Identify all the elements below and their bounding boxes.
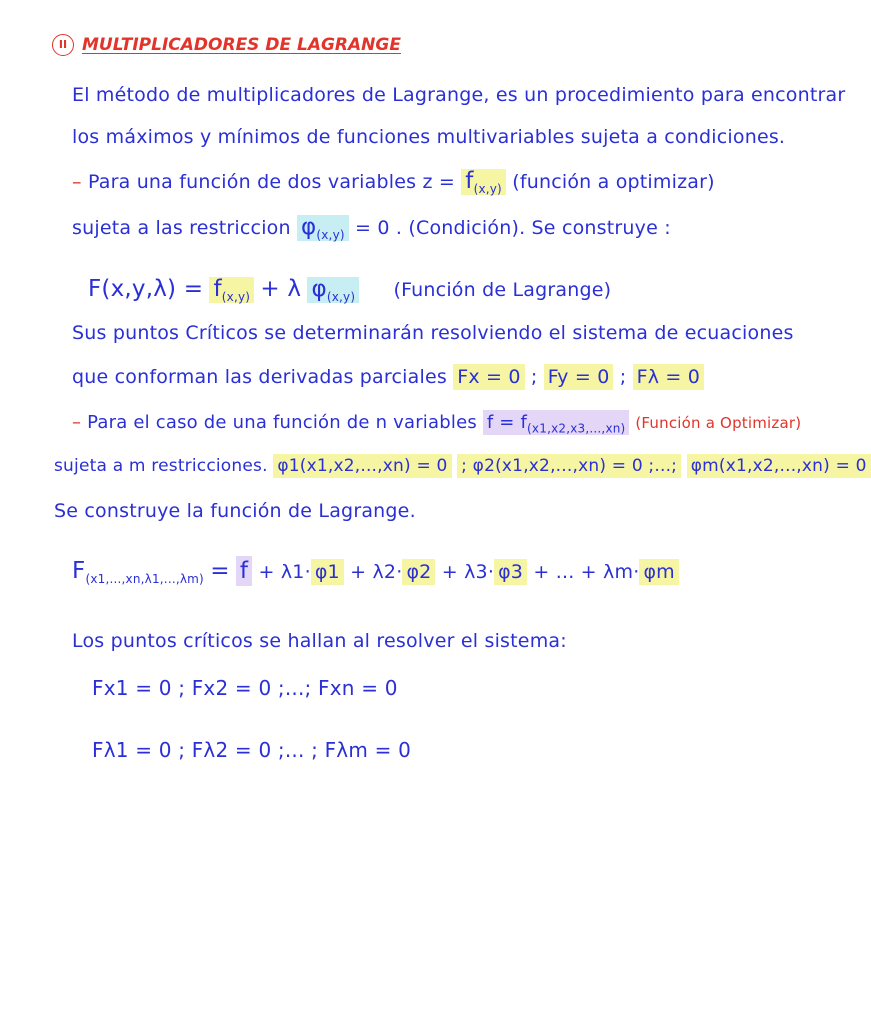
dash-bullet: – [72,412,82,433]
two-var-text: Para una función de dos variables z = [87,171,455,193]
optimize-note-red: (Función a Optimizar) [635,414,802,432]
general-f-highlight: f [236,556,252,586]
term-lambda3: + λ3· [441,561,495,583]
lagrange-phi-highlight: $\varphi_{(x,y)}$ [307,277,359,303]
phim-highlight: φm [639,559,678,585]
phi1-constraint: φ1(x1,x2,...,xn) = 0 [273,454,451,478]
equals-sign: = [210,558,230,584]
constraint-text: sujeta a las restriccion [72,217,291,239]
fy-eq: Fy = 0 [544,364,614,390]
paragraph-line-1: El método de multiplicadores de Lagrange, es un procedimiento para encontrar [72,84,846,106]
phi2-highlight: φ2 [402,559,435,585]
section-title [52,34,401,56]
lagrange-lhs: F(x,y,λ) = [88,276,204,302]
section-title-text: MULTIPLICADORES DE LAGRANGE [82,35,401,55]
separator: ; [530,366,538,388]
phim-constraint: φm(x1,x2,...,xn) = 0 [687,454,871,478]
term-lambda1: + λ1· [258,561,311,583]
lagrange-label: (Función de Lagrange) [393,279,612,301]
lagrange-plus-lambda: + λ [260,276,302,302]
n-var-text: Para el caso de una función de n variables [87,412,477,433]
lagrange-f-highlight: $f_{(x,y)}$ [209,277,254,303]
critical-system-line: Los puntos críticos se hallan al resolver el sistema: [72,630,567,652]
section-number-badge: II [52,34,74,56]
phi3-highlight: φ3 [494,559,527,585]
lagrange-function-line [88,276,611,304]
constraint-line [72,214,671,242]
partial-text: que conforman las derivadas parciales [72,366,447,388]
term-lambda2: + λ2· [350,561,403,583]
term-lambdam: + ... + λm· [533,561,640,583]
constraint-highlight: $\varphi_{(x,y)}$ [297,215,349,241]
m-constraints-line [54,456,871,476]
n-var-function-highlight: $f = f_{(x1,x2,x3,...,xn)}$ [483,410,630,435]
objective-function-highlight: $f_{(x,y)}$ [461,169,506,195]
separator: ; [619,366,627,388]
phi1-highlight: φ1 [311,559,344,585]
dash-bullet: – [72,171,82,193]
general-F-sub: (x1,...,xn,λ1,...,λm) [85,571,204,586]
flambda-eq: Fλ = 0 [633,364,704,390]
system-lambda-equations: Fλ1 = 0 ; Fλ2 = 0 ;... ; Fλm = 0 [92,738,412,762]
paragraph-line-2: los máximos y mínimos de funciones multivariables sujeta a condiciones. [72,126,786,148]
condition-text: = 0 . (Condición). Se construye : [355,217,671,239]
partial-derivatives-line [72,366,704,388]
system-x-equations: Fx1 = 0 ; Fx2 = 0 ;...; Fxn = 0 [92,676,398,700]
two-var-line [72,168,715,196]
critical-points-line: Sus puntos Críticos se determinarán resolviendo el sistema de ecuaciones [72,322,794,344]
n-var-line [72,412,801,436]
construct-line: Se construye la función de Lagrange. [54,500,416,522]
general-F: F [72,558,86,584]
optimize-note: (función a optimizar) [512,171,715,193]
general-lagrange-line [72,558,679,586]
phi2-constraint: ; φ2(x1,x2,...,xn) = 0 ;...; [457,454,681,478]
fx-eq: Fx = 0 [453,364,524,390]
m-constraints-text: sujeta a m restricciones. [54,456,268,476]
